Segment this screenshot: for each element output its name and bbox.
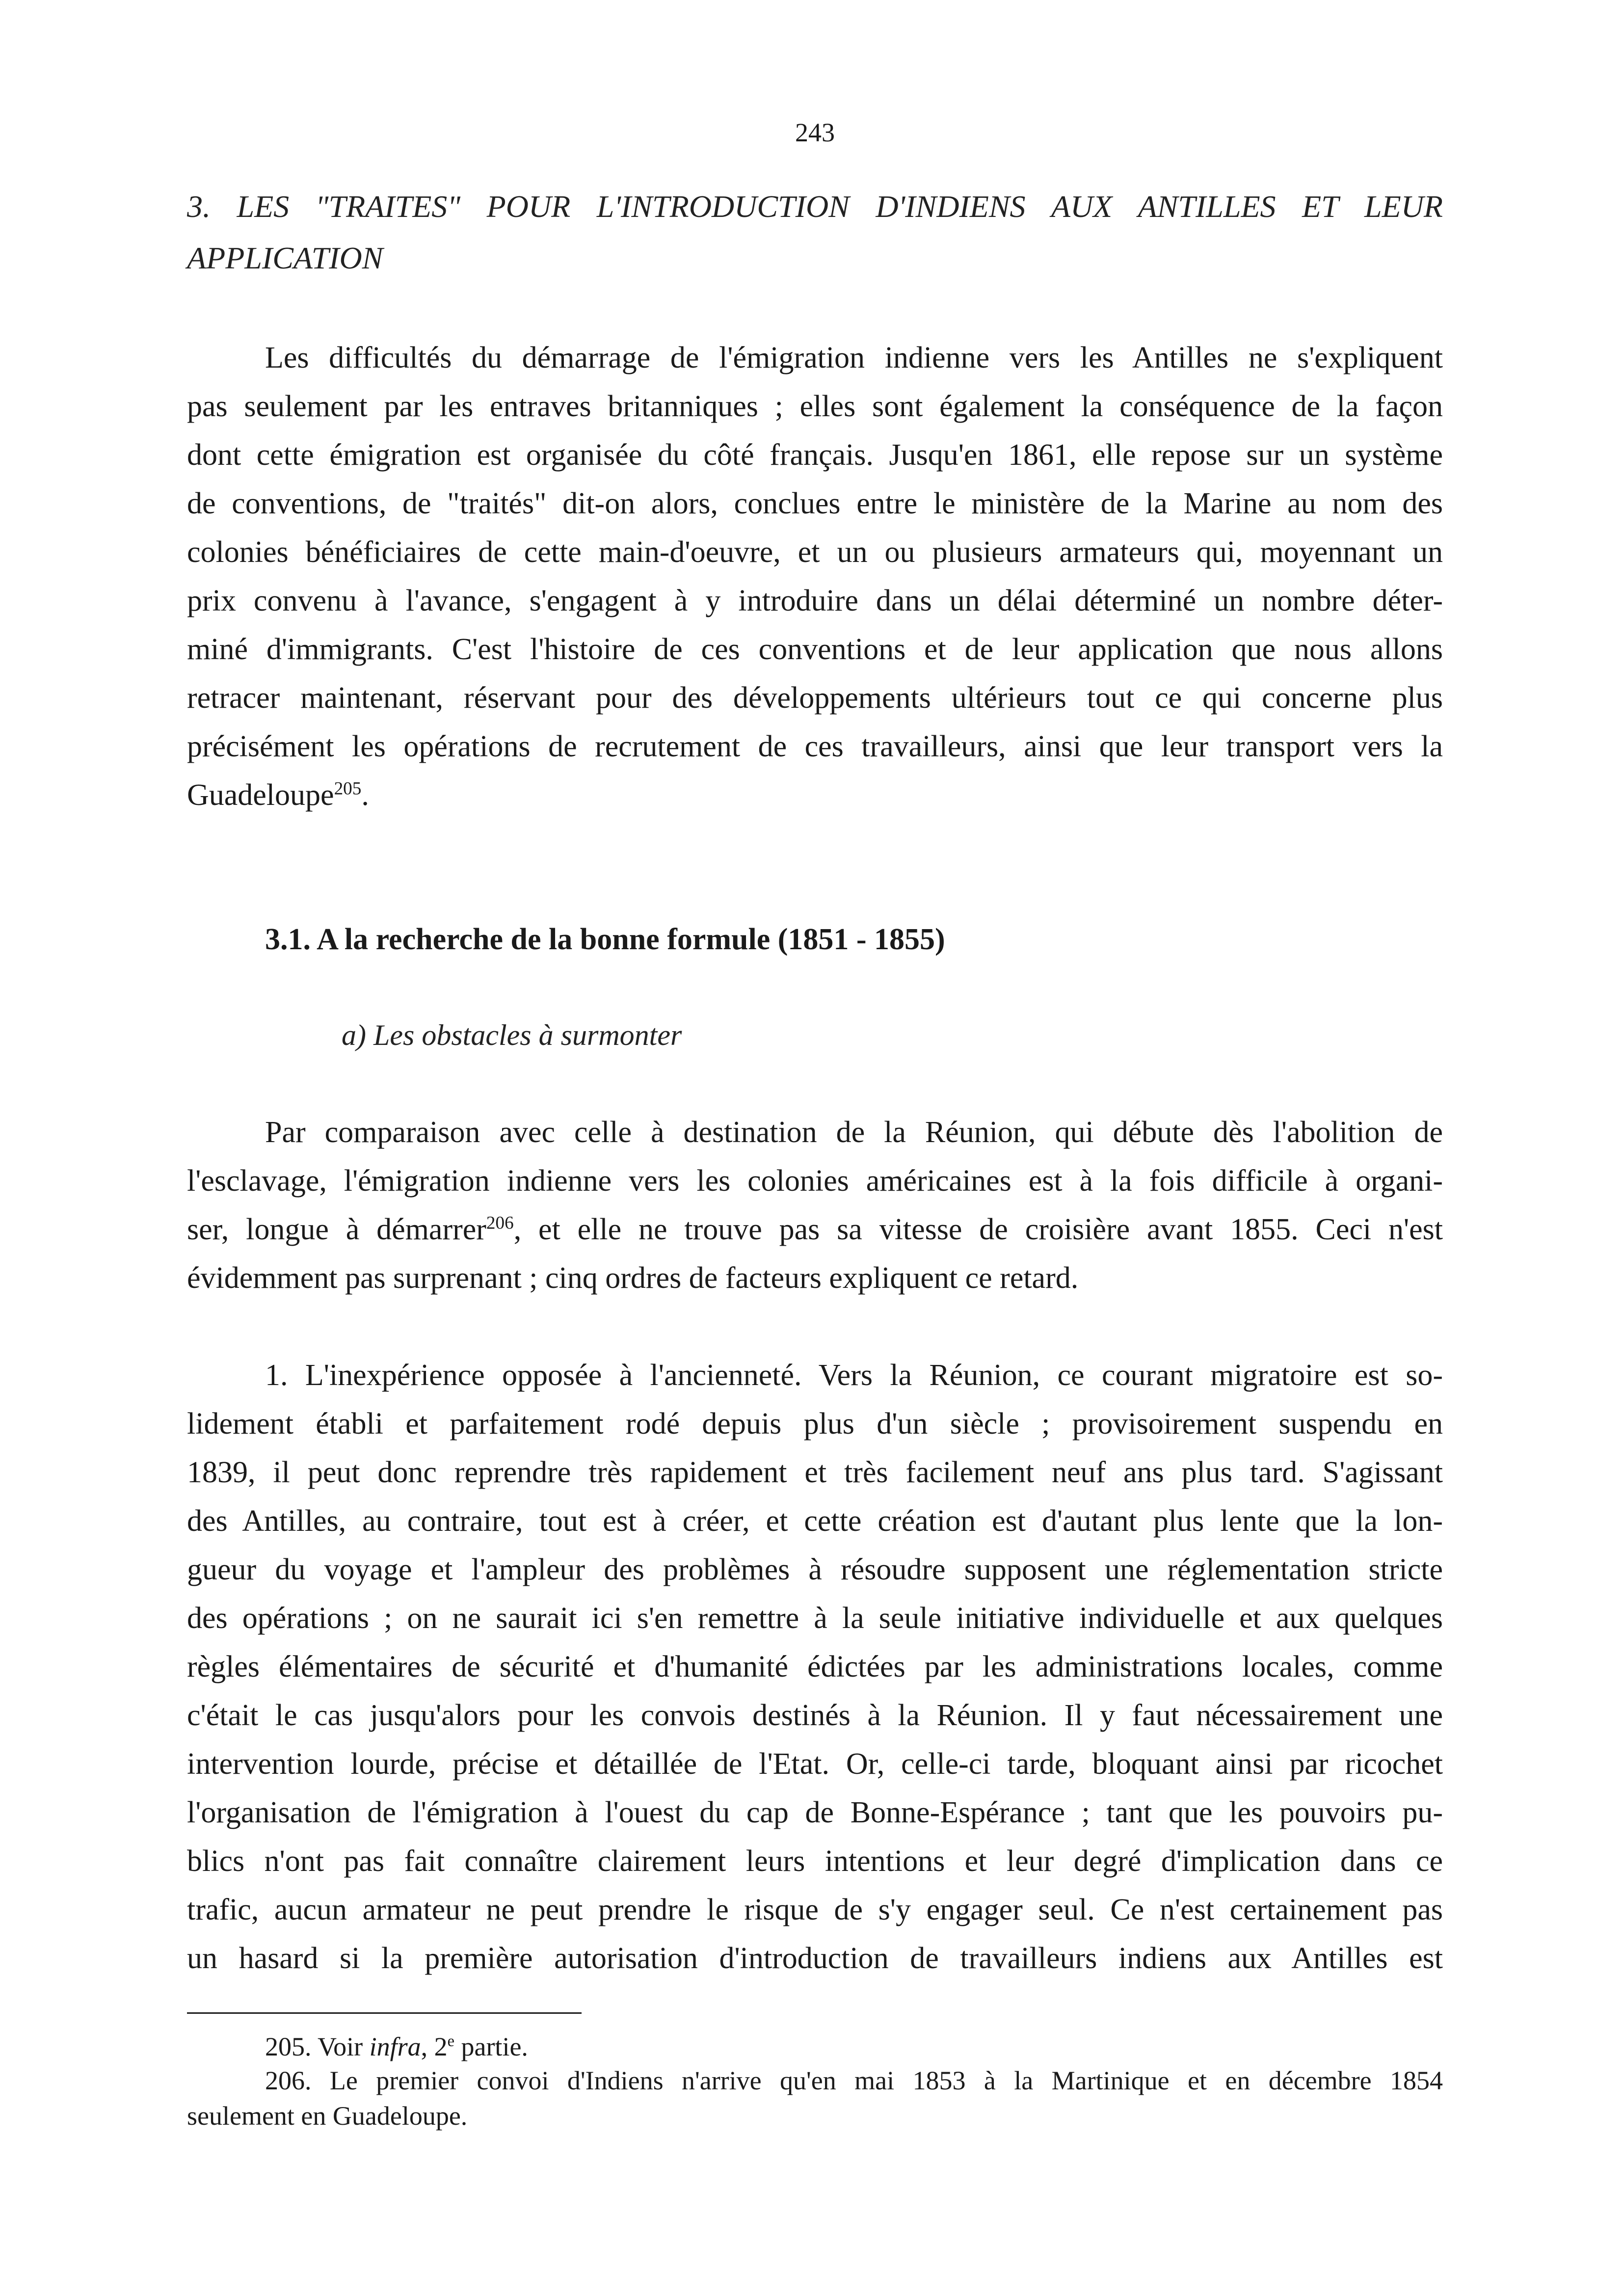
footnote-separator [187, 2012, 582, 2014]
footnote-reference: 205 [334, 778, 362, 799]
paragraph-line: miné d'immigrants. C'est l'histoire de ces conventions et de leur application que nous allons [187, 633, 1443, 666]
paragraph-line: de conventions, de "traités" dit-on alors, conclues entre le ministère de la Marine au nom des [187, 487, 1443, 520]
paragraph-line: 1839, il peut donc reprendre très rapidement et très facilement neuf ans plus tard. S'agissant [187, 1456, 1443, 1489]
footnote-text: Voir [318, 2032, 363, 2061]
paragraph-line: intervention lourde, précise et détaillée de l'Etat. Or, celle-ci tarde, bloquant ainsi par ricochet [187, 1747, 1443, 1781]
paragraph-line: colonies bénéficiaires de cette main-d'oeuvre, et un ou plusieurs armateurs qui, moyennant un [187, 535, 1443, 569]
paragraph-1 [187, 334, 1443, 820]
paragraph-line: dont cette émigration est organisée du côté français. Jusqu'en 1861, elle repose sur un système [187, 438, 1443, 472]
line-text: , et elle ne trouve pas sa vitesse de croisière avant 1855. Ceci n'est [513, 1213, 1443, 1246]
paragraph-line: pas seulement par les entraves britanniques ; elles sont également la conséquence de la façon [187, 390, 1443, 423]
paragraph-line: Par comparaison avec celle à destination de la Réunion, qui débute dès l'abolition de [265, 1116, 1443, 1149]
paragraph-line: lidement établi et parfaitement rodé depuis plus d'un siècle ; provisoirement suspendu en [187, 1407, 1443, 1441]
footnote-number: 205. [265, 2032, 312, 2061]
footnote-text: , 2 [421, 2032, 448, 2061]
paragraph-line: des Antilles, au contraire, tout est à créer, et cette création est d'autant plus lente que la lon- [187, 1504, 1443, 1538]
page-number: 243 [795, 118, 835, 147]
line-text: Guadeloupe [187, 778, 334, 812]
paragraph-line [187, 1205, 1443, 1254]
footnote-line: seulement en Guadeloupe. [187, 2101, 468, 2131]
paragraph-line: c'était le cas jusqu'alors pour les convois destinés à la Réunion. Il y faut nécessairement une [187, 1699, 1443, 1732]
paragraph-line: règles élémentaires de sécurité et d'humanité édictées par les administrations locales, comme [187, 1650, 1443, 1683]
line-text: ser, longue à démarrer [187, 1213, 486, 1246]
paragraph-line: blics n'ont pas fait connaître clairement leurs intentions et leur degré d'implication dans ce [187, 1844, 1443, 1878]
footnote-205 [187, 2029, 1443, 2064]
footnote-206 [187, 2063, 1443, 2134]
paragraph-line: retracer maintenant, réservant pour des développements ultérieurs tout ce qui concerne plus [187, 681, 1443, 715]
footnote-emphasis: infra [369, 2032, 421, 2061]
paragraph-line: l'organisation de l'émigration à l'ouest du cap de Bonne-Espérance ; tant que les pouvoirs pu- [187, 1796, 1443, 1829]
section-heading-line: 3. LES "TRAITES" POUR L'INTRODUCTION D'INDIENS AUX ANTILLES ET LEUR [187, 189, 1443, 224]
paragraph-line: 1. L'inexpérience opposée à l'ancienneté. Vers la Réunion, ce courant migratoire est so- [265, 1359, 1443, 1392]
paragraph-2 [187, 1108, 1443, 1303]
paragraph-line: Les difficultés du démarrage de l'émigration indienne vers les Antilles ne s'expliquent [265, 341, 1443, 374]
paragraph-line: précisément les opérations de recrutement de ces travailleurs, ainsi que leur transport vers la [187, 730, 1443, 763]
paragraph-line: l'esclavage, l'émigration indienne vers les colonies américaines est à la fois difficile à organi- [187, 1164, 1443, 1198]
subsubsection-title: a) Les obstacles à surmonter [342, 1019, 682, 1051]
footnote-line: 206. Le premier convoi d'Indiens n'arrive qu'en mai 1853 à la Martinique et en décembre 1854 [265, 2066, 1443, 2095]
line-text: . [361, 778, 369, 812]
section-heading-line: APPLICATION [187, 240, 383, 275]
paragraph-line: un hasard si la première autorisation d'introduction de travailleurs indiens aux Antilles est [187, 1942, 1443, 1975]
paragraph-line [187, 771, 1443, 820]
footnote-superscript: e [447, 2032, 454, 2050]
paragraph-line: trafic, aucun armateur ne peut prendre le risque de s'y engager seul. Ce n'est certainement pas [187, 1893, 1443, 1926]
footnote-reference: 206 [486, 1213, 514, 1233]
paragraph-3 [187, 1351, 1443, 1983]
footnote-text: partie. [461, 2032, 528, 2061]
paragraph-line: évidemment pas surprenant ; cinq ordres de facteurs expliquent ce retard. [187, 1261, 1079, 1295]
paragraph-line: des opérations ; on ne saurait ici s'en remettre à la seule initiative individuelle et aux quelques [187, 1602, 1443, 1635]
section-heading [187, 181, 1443, 284]
paragraph-line: gueur du voyage et l'ampleur des problèmes à résoudre supposent une réglementation stricte [187, 1553, 1443, 1586]
paragraph-line: prix convenu à l'avance, s'engagent à y introduire dans un délai déterminé un nombre déter- [187, 584, 1443, 617]
footnote-line [187, 2029, 1443, 2064]
subsection-title: 3.1. A la recherche de la bonne formule (1851 - 1855) [265, 923, 945, 956]
